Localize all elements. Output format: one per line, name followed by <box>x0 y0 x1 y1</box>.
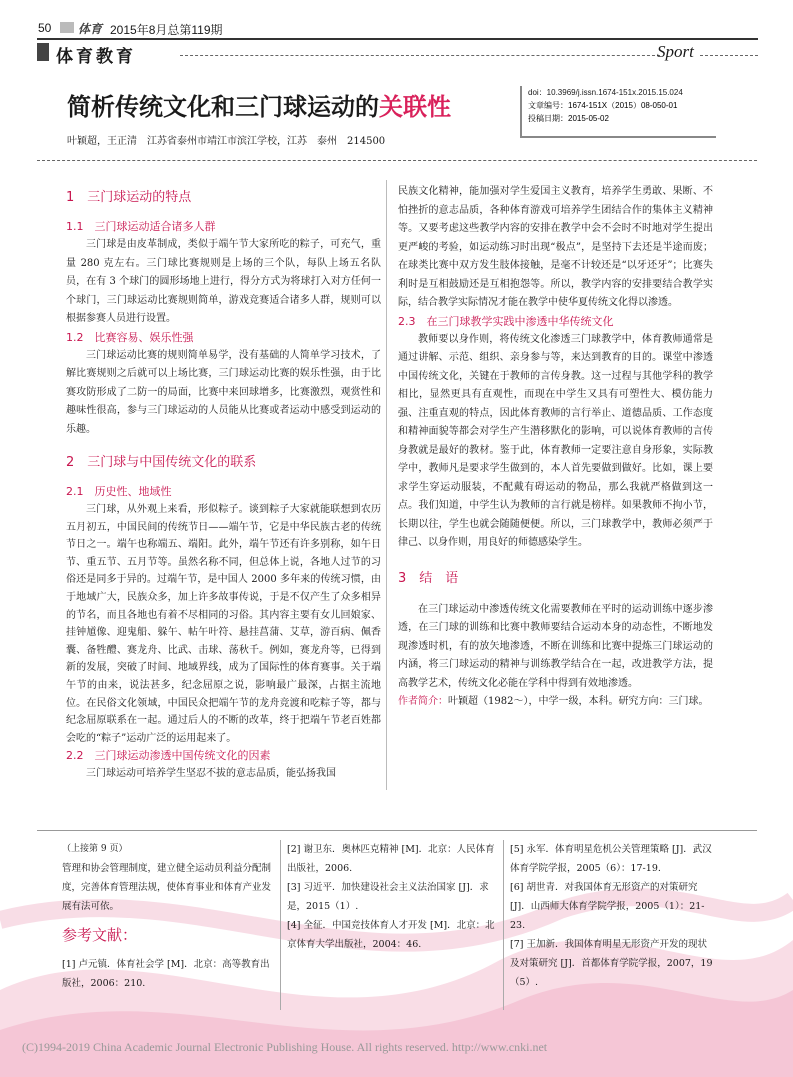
subsection-heading-2-1: 2.1 历史性、地域性 <box>66 485 172 498</box>
section-heading-1: 1 三门球运动的特点 <box>66 190 192 205</box>
reference-item: [1] 卢元镇．体育社会学 [M]．北京：高等教育出版社，2006：210. <box>62 959 270 989</box>
doi: doi：10.3969/j.issn.1674-151x.2015.15.024 <box>528 88 683 97</box>
received-date: 投稿日期：2015-05-02 <box>528 114 609 123</box>
page-number: 50 <box>38 21 52 35</box>
author-note-label: 作者简介： <box>398 696 448 707</box>
section-title: 体育教育 <box>56 47 136 67</box>
column-divider <box>386 180 387 790</box>
reference-item: [7] 王加新．我国体育明星无形资产开发的现状及对策研究 [J]．首都体育学院学报，2007，19（5）. <box>510 939 713 988</box>
reference-item: [2] 谢卫东．奥林匹克精神 [M]．北京：人民体育出版社，2006. <box>287 844 495 874</box>
references-heading: 参考文献： <box>62 926 138 944</box>
subsection-heading-2-3: 2.3 在三门球教学实践中渗透中华传统文化 <box>398 314 614 328</box>
journal-name: 体育 <box>78 22 103 36</box>
title-highlight: 关联性 <box>379 93 451 121</box>
article-number: 文章编号：1674-151X（2015）08-050-01 <box>528 101 678 110</box>
section-english: Sport <box>657 42 694 61</box>
author-note: 作者简介：叶颖超（1982～），中学一级，本科。研究方向：三门球。 <box>398 696 709 707</box>
title-dashed-rule <box>37 160 757 161</box>
section-heading-2: 2 三门球与中国传统文化的联系 <box>66 455 257 470</box>
reference-item: [5] 永军．体育明星危机公关管理策略 [J]．武汉体育学院学报，2005（6）：17-19. <box>510 844 712 874</box>
paragraph: 三门球是由皮革制成，类似于端午节大家所吃的粽子，可充气，重量 280 克左右。三门球比赛规则是上场的三个队，每队上场五名队员，在有 3 个球门的圆形场地上进行，得分方式为将球打入对方任何一个球门，三门球运动比赛规则简单，游戏竞赛适合诸多人群，规则可以根据参赛人员进行设置。 <box>66 239 381 324</box>
issue-info: 2015年8月总第119期 <box>110 23 223 37</box>
paragraph: 民族文化精神，能加强对学生爱国主义教育，培养学生勇敢、果断、不怕挫折的意志品质，各种体育游戏可培养学生团结合作的集体主义精神等。又要考虑这些教学内容的安排在教学中会不会时不时地对学生提出更严峻的考验，如运动练习时出现“极点”，是坚持下去还是半途而废；在球类比赛中双方发生肢体接触，是毫不计较还是“以牙还牙”；比赛失利时是互相鼓励还是互相抱怨等。所以，教学内容的安排要结合教学实际，结合教学实际情况才能在教学中使华夏传统文化得以渗透。 <box>398 186 713 308</box>
left-column <box>66 180 381 784</box>
content-end-rule <box>37 830 757 831</box>
doi-box <box>520 86 716 138</box>
bottom-column-3 <box>510 840 715 992</box>
reference-item: [6] 胡世青．对我国体育无形资产的对策研究 [J]．山西师大体育学院学报，2005（1）：21-23. <box>510 882 705 931</box>
section-dashed-rule-right <box>700 55 758 56</box>
subsection-heading-2-2: 2.2 三门球运动渗透中国传统文化的因素 <box>66 749 271 763</box>
reference-item: [4] 全征．中国竞技体育人才开发 [M]．北京：北京体育大学出版社，2004：46. <box>287 920 495 950</box>
copyright-footer: (C)1994-2019 China Academic Journal Electronic Publishing House. All rights reserved. http://www.cnki.net <box>22 1040 548 1054</box>
paragraph: 教师要以身作则，将传统文化渗透三门球教学中，体育教师通常是通过讲解、示范、组织、亲身参与等，来达到教育的目的。课堂中渗透中国传统文化，关键在于教师的言传身教。这一过程与其他学科的教学相比，显然更具有直观性，而现在中学生又具有可塑性大、模仿能力强、注重直观的特点，因此体育教师的言行举止、道德品质、工作态度和精神面貌等都会对学生产生潜移默化的影响，可以说体育教师的言传身教就是最好的教材。鉴于此，体育教师一定要注意自身形象，实际教学中，教师凡是要求学生做到的，本人首先要做到做好。比如，课上要求学生穿运动服装，不配戴有碍运动的物品，那么我就严格做到这一点。我们知道，中学生认为教师的言行就是榜样。如果教师不拘小节，长期以往，学生也就会随随便便。所以，三门球教学中，教师必须严于律己、以身作则，用良好的师德感染学生。 <box>398 333 713 548</box>
journal-logo-icon <box>60 22 74 33</box>
paragraph: 三门球运动可培养学生坚忍不拔的意志品质，能弘扬我国 <box>86 768 336 780</box>
section-dashed-rule <box>180 55 660 56</box>
reference-item: [3] 习近平．加快建设社会主义法治国家 [J]．求是，2015（1）. <box>287 882 489 912</box>
bottom-column-2 <box>287 840 497 954</box>
section-heading-3: 3 结 语 <box>398 570 459 586</box>
article-title: 简析传统文化和三门球运动的关联性 <box>67 93 451 121</box>
author-affiliation: 叶颖超，王正清 江苏省泰州市靖江市滨江学校，江苏 泰州 214500 <box>67 136 386 147</box>
subsection-heading-1-2: 1.2 比赛容易、娱乐性强 <box>66 330 194 344</box>
continued-from: （上接第 9 页） <box>62 844 128 854</box>
subsection-heading-1-1: 1.1 三门球运动适合诸多人群 <box>66 220 216 233</box>
paragraph: 在三门球运动中渗透传统文化需要教师在平时的运动训练中逐步渗透，在三门球的训练和比赛中教师要结合运动本身的动态性，不断地发现渗透时机，有的放矢地渗透，不断在训练和比赛中提炼三门球运动的内涵，将三门球运动的精神与训练教学结合在一起，改进教学方法，提高教学艺术，传统文化必能在学科中得到有效地渗透。 <box>398 603 713 689</box>
bottom-column-1 <box>62 840 272 993</box>
paragraph: 三门球，从外观上来看，形似粽子。谈到粽子大家就能联想到农历五月初五，中国民间的传统节日——端午节，它是中华民族古老的传统节日之一。端午也称端五、端阳。此外，端午节还有许多别称，如午日节、重五节、五月节等。虽然名称不同，但总体上说，各地人过节的习俗还是同多于异的。过端午节，是中国人 2000 多年来的传统习惯，由于地域广大，民族众多，加上许多故事传说，于是不仅产生了众多相异的节名，而且各地也有着不尽相同的习俗。其内容主要有女儿回娘家、挂钟馗像、迎鬼船、躲午、帖午叶符、悬挂菖蒲、艾草，游百病、佩香囊、备牲醴、赛龙舟、比武、击球、荡秋千。例如，赛龙舟等，已得到新的发展，突破了时间、地域界线，成为了国际性的体育赛事。关于端午节的由来，说法甚多，纪念屈原之说，影响最广最深，占据主流地位。在民俗文化领域，中国民众把端午节的龙舟竞渡和吃粽子等，都与纪念屈原联系在一起。通过后人的不断的改革，终于把端午节老百姓都会吃的“粽子”运动广泛的运用起来了。 <box>66 504 381 744</box>
page-header <box>0 0 793 70</box>
paragraph: 三门球运动比赛的规则简单易学，没有基础的人简单学习技术，了解比赛规则之后就可以上场比赛，三门球运动比赛的娱乐性强，由于比赛攻防形成了二防一的局面，比赛中来回球增多，比赛激烈，观赏性和趣味性很高，参与三门球运动的人员能从比赛或者运动中感受到运动的乐趣。 <box>66 349 381 435</box>
bottom-divider <box>280 840 281 1010</box>
section-marker <box>37 43 49 61</box>
header-rule <box>37 38 758 40</box>
continued-text: 管理和协会管理制度，建立健全运动员利益分配制度，完善体育管理法规，使体育事业和体育产业发展有法可依。 <box>62 863 272 912</box>
bottom-divider <box>503 840 504 1010</box>
right-column <box>398 183 713 712</box>
